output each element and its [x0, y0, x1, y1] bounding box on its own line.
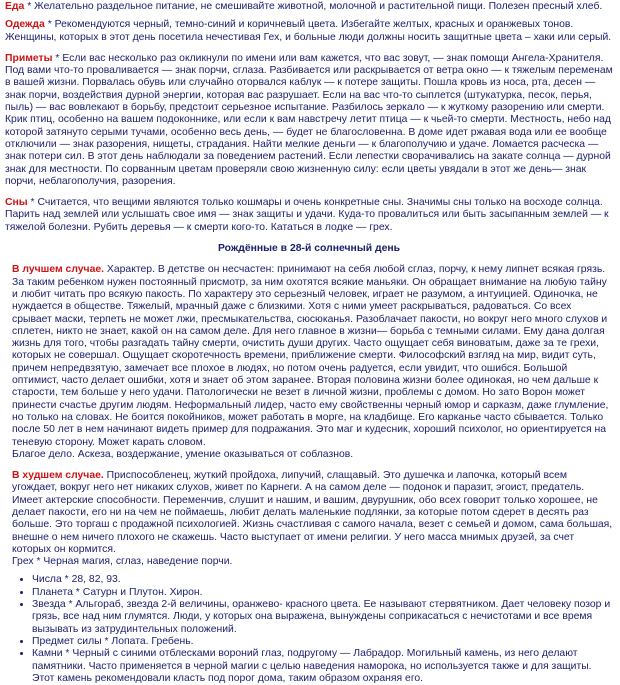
list-item-star: • Звезда * Альгораб, звезда 2-й величины, оранжево- красного цвета. Ее называют стервятником. Дает человеку позор и грязь, все над ним глумятся. Люди, у которых она выражена, вынуждены соприкасаться с нечистотами и все время вызывать из затрудинтельных положений. — [32, 599, 613, 636]
section-heading: Рождённые в 28-й солнечный день — [217, 243, 401, 255]
food-text: * Желательно раздельное питание, не смешивайте животной, молочной и растительной пищи. Полезен пресный хлеб. — [24, 1, 603, 12]
list-item-numbers: • Числа * 28, 82, 93. — [32, 574, 613, 586]
clothing-text: * Рекомендуются черный, темно-синий и коричневый цвета. Избегайте желтых, красных и оранжевых тонов. Женщины, которых в этот день посетила нечестивая Гех, и больные люди должны носить защитные цвета – хаки или серый. — [5, 19, 612, 43]
list-item-planet: • Планета * Сатурн и Плутон. Хирон. — [32, 587, 613, 599]
sin-paragraph: Грех * Черная магия, сглаз, наведение порчи. — [12, 556, 233, 568]
omens-paragraph — [5, 53, 613, 188]
omens-text: * Если вас несколько раз окликнули по имени или вам кажется, что вас зовут, — знак помощи Ангела-Хранителя. Под вами что-то проваливается — знак порчи, сглаза. Разбивается или раскрывается от ветра окно — к тяжелым переменам в вашей жизни. Порвалась обувь или случайно оторвался каблук — к потере защиты. Пошла кровь из носа, рта, десен — знак порчи, воздействия дурной энергии, которая вас разрушает. Если на вас что-то сыплется (штукатурка, песок, перья, пыль) — вас вовлекают в борьбу, предстоит серьезное испытание. Разбилось зеркало — к жуткому разорению или смерти. Крик птиц, особенно на вашем подоконнике, или если к вам навстречу летит птица — к чьей-то смерти. Местность, небо над которой затянуто серыми тучами, особенно весь день, — будет не благословенна. В доме идет ржавая вода или ее вообще отключили — знак разорения, нищеты, страдания. Найти мелкие деньги — к благополучию и удаче. Ломается расческа — знак потери сил. В этот день наблюдали за поведением растений. Если лепестки сворачивались на закате солнца — дурной знак для местности. По сорванным цветам проверяли свою жизненную силу: если цветы увядали в этот же день— знак порчи, неблагополучия, разорения. — [5, 52, 613, 187]
list-item-stones: • Камни * Черный с синими отблесками вороний глаз, подругому — Лабрадор. Могильный камень, из него делают памятники. Часто применяется в черной магии с целью наведения наморока, но используется также и для защиты. Этот камень рекомендовали класть под порог дома, таким образом охраняя его. — [32, 648, 613, 685]
list-item-power-object: • Предмет силы * Лопата. Гребень. — [32, 636, 613, 648]
best-case-label: В лучшем случае. — [12, 264, 105, 276]
worst-case-label: В худшем случае. — [12, 470, 104, 482]
food-paragraph — [5, 1, 613, 13]
worst-case-paragraph — [5, 470, 613, 556]
good-deed-paragraph: Благое дело. Аскеза, воздержание, умение оказываться от соблазнов. — [12, 448, 354, 460]
best-case-paragraph — [5, 264, 613, 448]
omens-label: Приметы — [5, 52, 53, 64]
attributes-list — [5, 574, 613, 685]
clothing-label: Одежда — [5, 19, 45, 31]
dreams-label: Сны — [5, 197, 28, 209]
clothing-paragraph — [5, 19, 613, 44]
best-case-text: Характер. В детстве он несчастен: принимают на себя любой сглаз, порчу, к нему липнет всякая грязь. За таким ребенком нужен постоянный присмотр, за ним охотятся всякие маньяки. Он обращает внимание на любую тайну и любит читать про всякую пакость. По характеру это серьезный человек, играет не разумом, а интуицией. Одиночка, не нуждается в обществе. Тяжелый, мрачный даже с близкими. Хотя с ними умеет раскрываться, радоваться. Со всех срывает маски, терпеть не может лжи, пресмыкательства, сюсюканья. Разоблачает пакости, но вокруг него много слухов и сплетен, никто не знает, какой он на самом деле. Для него главное в жизни— борьба с темными силами. Ему дана долгая жизнь для того, чтобы разгадать тайну смерти, очистить души других. Часто ощущает себя виноватым, даже за те грехи, которых не совершал. Ощущает скоротечность времени, приближение смерти. Философский взгляд на мир, видит суть, причем непредвзятую, замечает все плохое в людях, но потом очень радуется, если увидит, что ошибся. Большой оптимист, часто делает ошибки, хотя и знает об этом заранее. Вторая половина жизни более одинокая, но чем дальше к старости, тем больше у него удачи. Патологически не везет в личной жизни, проблемы с домом. Но зато Ворон может принести счастье другим людям. Неформальный лидер, часто ему свойственны черный юмор и сарказм, даже глумление, но только на словах. Не боится покойников, может работать в морге, на кладбище. Его карканье часто сбывается. Только после 50 лет в нем начинают видеть пример для подражания. Это маг и кудесник, хороший психолог, но ориентируется на теневую сторону. Может карать словом. — [12, 264, 609, 448]
worst-case-text: Приспособленец, жуткий пройдоха, липучий, слащавый. Это душечка и лапочка, который всем угождает, вокруг него нет никаких слухов, живет по Карнеги. А на самом деле — подонок и паразит, эгоист, предатель. Имеет актерские способности. Переменчив, слушит и нашим, и вашим, двурушник, обо всех говорит только хорошее, не делает пакости, его ни на чем не поймаешь, любит делать маленькие подлянки, за которые потом сдерет в десять раз больше. Это торгаш с продажной психологией. Жизнь счастливая с самого начала, везет с семьей и домом, сама большая, внешне о нем ничего плохого не скажешь. Часто выступает от имени религии. У него масса мнимых друзей, за счет которых он кормится. — [12, 470, 613, 555]
dreams-paragraph — [5, 197, 613, 234]
dreams-text: * Считается, что вещими являются только кошмары и очень конкретные сны. Значимы сны только на восходе солнца. Парить над землей или услышать свое имя — знак защиты и удачи. Куда-то провалиться или быть засыпанным землей — к тяжелой болезни. Рубить деревья — к смерти кого-то. Кататься в лодке — грех. — [5, 197, 609, 233]
food-label: Еда — [5, 1, 25, 12]
